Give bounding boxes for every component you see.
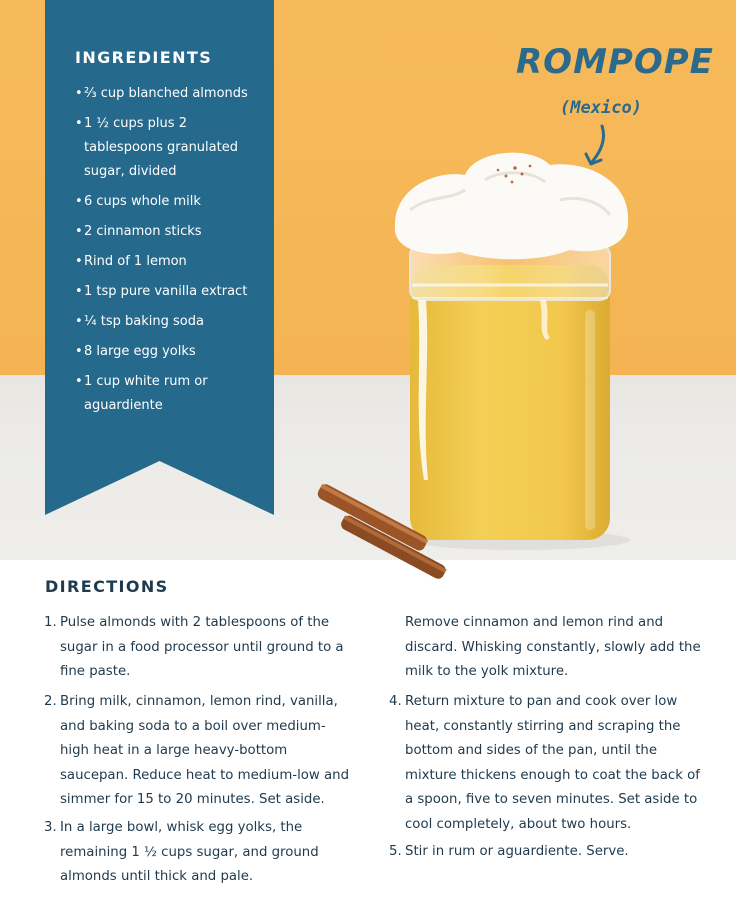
ingredient-item: • 6 cups whole milk	[75, 190, 265, 214]
recipe-title: ROMPOPE	[516, 42, 714, 82]
ingredients-list	[75, 82, 265, 424]
ingredient-item: • 8 large egg yolks	[75, 340, 265, 364]
ingredients-heading: INGREDIENTS	[75, 48, 213, 67]
ingredient-item: • Rind of 1 lemon	[75, 250, 265, 274]
step-number: 2.	[44, 694, 57, 709]
ingredient-item: • ⅔ cup blanched almonds	[75, 82, 265, 106]
recipe-origin: (Mexico)	[560, 98, 642, 118]
ingredient-item: • 1 tsp pure vanilla extract	[75, 280, 265, 304]
directions-heading: DIRECTIONS	[45, 577, 169, 596]
rompope-drink-photo	[300, 140, 640, 590]
direction-step	[389, 840, 709, 865]
step-text: Bring milk, cinnamon, lemon rind, vanilla, and baking soda to a boil over medium-high heat in a large heavy-bottom saucepan. Reduce heat to medium-low and simmer for 15 to 20 minutes. Set aside.	[60, 694, 350, 807]
direction-step	[44, 816, 354, 890]
step-number: 4.	[389, 694, 402, 709]
direction-step	[389, 690, 709, 837]
direction-step	[44, 611, 354, 685]
ingredient-item: • 2 cinnamon sticks	[75, 220, 265, 244]
step-number: 3.	[44, 820, 57, 835]
ingredient-item: • 1 cup white rum or aguardiente	[75, 370, 265, 418]
step-text: Pulse almonds with 2 tablespoons of the sugar in a food processor until ground to a fine paste.	[60, 615, 344, 679]
step-number: 1.	[44, 615, 57, 630]
direction-step-continued	[389, 611, 709, 685]
step-text: In a large bowl, whisk egg yolks, the remaining 1 ½ cups sugar, and ground almonds until thick and pale.	[60, 820, 319, 884]
step-text: Return mixture to pan and cook over low heat, constantly stirring and scraping the bottom and sides of the pan, until the mixture thickens enough to coat the back of a spoon, five to seven minutes. Set aside to cool completely, about two hours.	[405, 694, 700, 832]
pointer-arrow-icon	[580, 124, 616, 170]
step-text: Remove cinnamon and lemon rind and discard. Whisking constantly, slowly add the milk to the yolk mixture.	[405, 615, 701, 679]
ingredient-item: • 1 ½ cups plus 2 tablespoons granulated sugar, divided	[75, 112, 265, 184]
direction-step	[44, 690, 354, 813]
ingredient-item: • ¼ tsp baking soda	[75, 310, 265, 334]
step-number: 5.	[389, 844, 402, 859]
step-text: Stir in rum or aguardiente. Serve.	[405, 844, 629, 859]
